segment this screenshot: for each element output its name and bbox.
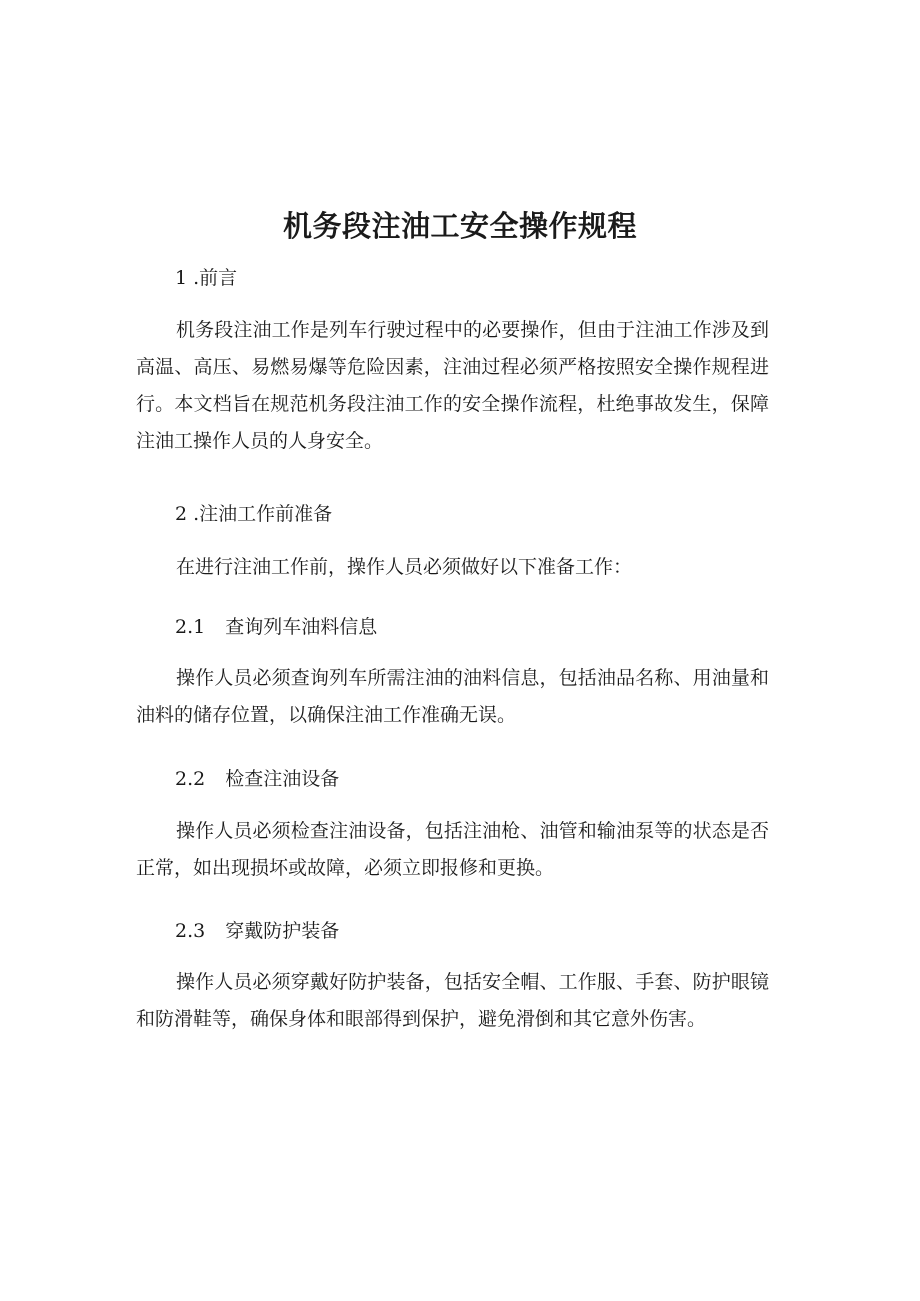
section-paragraph-2-2: 操作人员必须检查注油设备，包括注油枪、油管和输油泵等的状态是否正常，如出现损坏或故障，必须立即报修和更换。 [136, 820, 769, 879]
section-heading-1 [175, 264, 237, 292]
section-paragraph-2-3: 操作人员必须穿戴好防护装备，包括安全帽、工作服、手套、防护眼镜和防滑鞋等，确保身体和眼部得到保护，避免滑倒和其它意外伤害。 [136, 971, 769, 1030]
section-number: 2.1 [175, 616, 206, 638]
section-label: 检查注油设备 [225, 768, 340, 790]
section-number: 2 [175, 503, 188, 525]
section-heading-2 [175, 500, 332, 528]
section-label: .前言 [187, 267, 238, 289]
section-paragraph-1: 机务段注油工作是列车行驶过程中的必要操作，但由于注油工作涉及到高温、高压、易燃易爆等危险因素，注油过程必须严格按照安全操作规程进行。本文档旨在规范机务段注油工作的安全操作流程，杜绝事故发生，保障注油工操作人员的人身安全。 [136, 319, 769, 452]
section-heading-2-2 [175, 765, 339, 793]
section-number: 2.3 [175, 920, 206, 942]
section-heading-2-1 [175, 613, 377, 641]
section-paragraph-2: 在进行注油工作前，操作人员必须做好以下准备工作： [176, 556, 633, 578]
section-heading-2-3 [175, 917, 339, 945]
section-number: 1 [175, 267, 188, 289]
document-title: 机务段注油工安全操作规程 [282, 209, 637, 243]
section-label: 穿戴防护装备 [225, 920, 340, 942]
section-label: .注油工作前准备 [187, 503, 333, 525]
section-label: 查询列车油料信息 [225, 616, 378, 638]
section-number: 2.2 [175, 768, 206, 790]
section-paragraph-2-1: 操作人员必须查询列车所需注油的油料信息，包括油品名称、用油量和油料的储存位置，以确保注油工作准确无误。 [136, 667, 769, 726]
